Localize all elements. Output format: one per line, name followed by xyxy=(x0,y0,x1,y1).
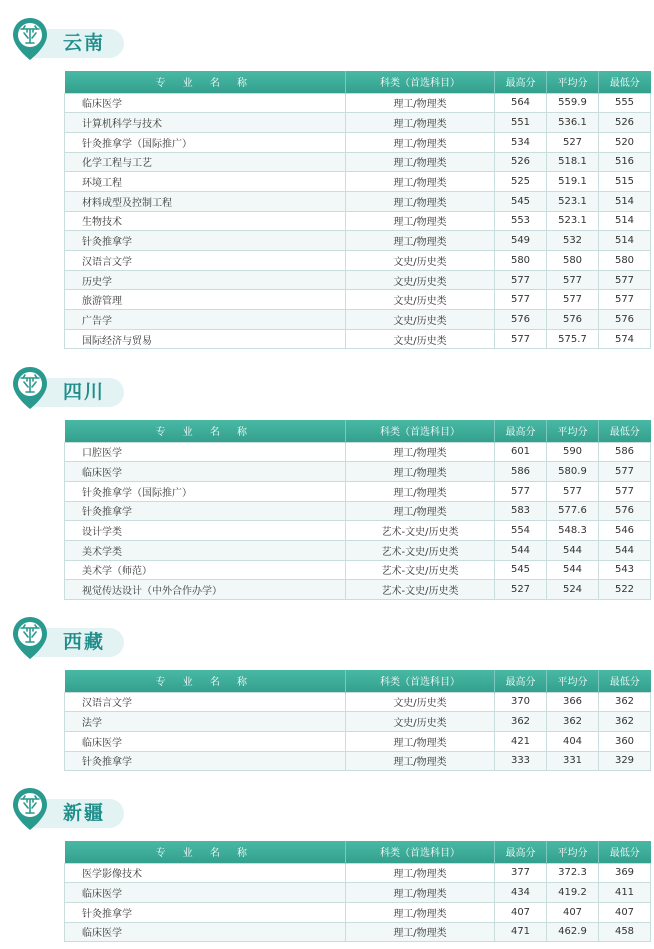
category: 文史/历史类 xyxy=(346,692,495,712)
location-pin-icon xyxy=(10,365,50,411)
min-score: 522 xyxy=(599,580,651,600)
header-min-score: 最低分 xyxy=(599,670,651,692)
major-name: 历史学 xyxy=(65,270,346,290)
table-row xyxy=(65,863,651,883)
category: 理工/物理类 xyxy=(346,172,495,192)
table-row xyxy=(65,231,651,251)
min-score: 362 xyxy=(599,692,651,712)
score-table xyxy=(64,670,651,771)
avg-score: 576 xyxy=(547,310,599,330)
major-name: 视觉传达设计（中外合作办学） xyxy=(65,580,346,600)
table-row xyxy=(65,521,651,541)
min-score: 520 xyxy=(599,132,651,152)
table-row xyxy=(65,692,651,712)
region-name: 云南 xyxy=(63,32,106,54)
major-name: 针灸推拿学（国际推广） xyxy=(65,481,346,501)
min-score: 577 xyxy=(599,462,651,482)
table-row xyxy=(65,132,651,152)
min-score: 577 xyxy=(599,481,651,501)
min-score: 514 xyxy=(599,191,651,211)
category: 艺术-文史/历史类 xyxy=(346,560,495,580)
region-name: 四川 xyxy=(63,381,106,403)
avg-score: 527 xyxy=(547,132,599,152)
table-row xyxy=(65,211,651,231)
min-score: 586 xyxy=(599,442,651,462)
table-row xyxy=(65,712,651,732)
header-avg-score: 平均分 xyxy=(547,71,599,93)
header-max-score: 最高分 xyxy=(495,71,547,93)
table-row xyxy=(65,442,651,462)
min-score: 360 xyxy=(599,731,651,751)
category: 理工/物理类 xyxy=(346,113,495,133)
max-score: 580 xyxy=(495,251,547,271)
max-score: 586 xyxy=(495,462,547,482)
min-score: 546 xyxy=(599,521,651,541)
avg-score: 362 xyxy=(547,712,599,732)
location-pin-icon xyxy=(10,16,50,62)
header-category: 科类（首选科目） xyxy=(346,420,495,442)
table-row xyxy=(65,93,651,113)
max-score: 551 xyxy=(495,113,547,133)
avg-score: 575.7 xyxy=(547,329,599,349)
header-avg-score: 平均分 xyxy=(547,670,599,692)
max-score: 545 xyxy=(495,191,547,211)
header-avg-score: 平均分 xyxy=(547,420,599,442)
avg-score: 404 xyxy=(547,731,599,751)
max-score: 370 xyxy=(495,692,547,712)
category: 理工/物理类 xyxy=(346,93,495,113)
min-score: 544 xyxy=(599,540,651,560)
category: 文史/历史类 xyxy=(346,329,495,349)
category: 理工/物理类 xyxy=(346,462,495,482)
major-name: 针灸推拿学 xyxy=(65,231,346,251)
header-major: 专 业 名 称 xyxy=(65,841,346,863)
region-header xyxy=(0,615,140,661)
header-avg-score: 平均分 xyxy=(547,841,599,863)
region-name: 新疆 xyxy=(63,802,106,824)
avg-score: 331 xyxy=(547,751,599,771)
score-table xyxy=(64,420,651,600)
table-row xyxy=(65,481,651,501)
category: 理工/物理类 xyxy=(346,191,495,211)
category: 理工/物理类 xyxy=(346,442,495,462)
avg-score: 536.1 xyxy=(547,113,599,133)
max-score: 601 xyxy=(495,442,547,462)
avg-score: 366 xyxy=(547,692,599,712)
header-min-score: 最低分 xyxy=(599,420,651,442)
region-header xyxy=(0,16,140,62)
category: 文史/历史类 xyxy=(346,290,495,310)
category: 文史/历史类 xyxy=(346,712,495,732)
max-score: 545 xyxy=(495,560,547,580)
table-row xyxy=(65,270,651,290)
category: 理工/物理类 xyxy=(346,132,495,152)
table-row xyxy=(65,751,651,771)
table-row xyxy=(65,902,651,922)
major-name: 针灸推拿学 xyxy=(65,902,346,922)
header-max-score: 最高分 xyxy=(495,841,547,863)
category: 理工/物理类 xyxy=(346,501,495,521)
avg-score: 577 xyxy=(547,270,599,290)
avg-score: 577 xyxy=(547,290,599,310)
avg-score: 544 xyxy=(547,540,599,560)
avg-score: 523.1 xyxy=(547,191,599,211)
header-min-score: 最低分 xyxy=(599,841,651,863)
major-name: 医学影像技术 xyxy=(65,863,346,883)
major-name: 生物技术 xyxy=(65,211,346,231)
table-row xyxy=(65,172,651,192)
table-row xyxy=(65,580,651,600)
table-row xyxy=(65,251,651,271)
min-score: 411 xyxy=(599,883,651,903)
max-score: 407 xyxy=(495,902,547,922)
category: 理工/物理类 xyxy=(346,211,495,231)
max-score: 526 xyxy=(495,152,547,172)
avg-score: 518.1 xyxy=(547,152,599,172)
header-category: 科类（首选科目） xyxy=(346,670,495,692)
category: 理工/物理类 xyxy=(346,863,495,883)
max-score: 583 xyxy=(495,501,547,521)
category: 理工/物理类 xyxy=(346,231,495,251)
table-header-row xyxy=(65,420,651,442)
major-name: 汉语言文学 xyxy=(65,692,346,712)
category: 理工/物理类 xyxy=(346,481,495,501)
major-name: 临床医学 xyxy=(65,922,346,942)
major-name: 临床医学 xyxy=(65,462,346,482)
avg-score: 548.3 xyxy=(547,521,599,541)
table-row xyxy=(65,152,651,172)
max-score: 471 xyxy=(495,922,547,942)
min-score: 514 xyxy=(599,231,651,251)
max-score: 544 xyxy=(495,540,547,560)
major-name: 针灸推拿学 xyxy=(65,751,346,771)
major-name: 国际经济与贸易 xyxy=(65,329,346,349)
location-pin-icon xyxy=(10,786,50,832)
category: 艺术-文史/历史类 xyxy=(346,540,495,560)
table-row xyxy=(65,310,651,330)
category: 理工/物理类 xyxy=(346,902,495,922)
major-name: 临床医学 xyxy=(65,93,346,113)
avg-score: 407 xyxy=(547,902,599,922)
table-row xyxy=(65,560,651,580)
min-score: 576 xyxy=(599,310,651,330)
avg-score: 519.1 xyxy=(547,172,599,192)
score-table xyxy=(64,71,651,349)
max-score: 554 xyxy=(495,521,547,541)
min-score: 407 xyxy=(599,902,651,922)
major-name: 针灸推拿学（国际推广） xyxy=(65,132,346,152)
avg-score: 580 xyxy=(547,251,599,271)
major-name: 汉语言文学 xyxy=(65,251,346,271)
score-table xyxy=(64,841,651,942)
header-category: 科类（首选科目） xyxy=(346,841,495,863)
max-score: 362 xyxy=(495,712,547,732)
category: 艺术-文史/历史类 xyxy=(346,521,495,541)
header-category: 科类（首选科目） xyxy=(346,71,495,93)
avg-score: 419.2 xyxy=(547,883,599,903)
min-score: 369 xyxy=(599,863,651,883)
max-score: 377 xyxy=(495,863,547,883)
table-header-row xyxy=(65,841,651,863)
region-header xyxy=(0,786,140,832)
min-score: 458 xyxy=(599,922,651,942)
category: 文史/历史类 xyxy=(346,251,495,271)
max-score: 333 xyxy=(495,751,547,771)
avg-score: 532 xyxy=(547,231,599,251)
major-name: 旅游管理 xyxy=(65,290,346,310)
max-score: 577 xyxy=(495,481,547,501)
min-score: 576 xyxy=(599,501,651,521)
header-max-score: 最高分 xyxy=(495,420,547,442)
max-score: 421 xyxy=(495,731,547,751)
min-score: 329 xyxy=(599,751,651,771)
max-score: 577 xyxy=(495,270,547,290)
min-score: 526 xyxy=(599,113,651,133)
min-score: 577 xyxy=(599,270,651,290)
min-score: 580 xyxy=(599,251,651,271)
avg-score: 577.6 xyxy=(547,501,599,521)
min-score: 362 xyxy=(599,712,651,732)
avg-score: 372.3 xyxy=(547,863,599,883)
major-name: 法学 xyxy=(65,712,346,732)
table-row xyxy=(65,191,651,211)
min-score: 516 xyxy=(599,152,651,172)
avg-score: 462.9 xyxy=(547,922,599,942)
category: 理工/物理类 xyxy=(346,922,495,942)
major-name: 临床医学 xyxy=(65,883,346,903)
max-score: 527 xyxy=(495,580,547,600)
max-score: 434 xyxy=(495,883,547,903)
avg-score: 523.1 xyxy=(547,211,599,231)
table-row xyxy=(65,731,651,751)
header-major: 专 业 名 称 xyxy=(65,420,346,442)
table-row xyxy=(65,501,651,521)
min-score: 515 xyxy=(599,172,651,192)
category: 文史/历史类 xyxy=(346,270,495,290)
major-name: 口腔医学 xyxy=(65,442,346,462)
category: 理工/物理类 xyxy=(346,731,495,751)
max-score: 525 xyxy=(495,172,547,192)
table-header-row xyxy=(65,670,651,692)
max-score: 553 xyxy=(495,211,547,231)
category: 文史/历史类 xyxy=(346,310,495,330)
avg-score: 577 xyxy=(547,481,599,501)
major-name: 计算机科学与技术 xyxy=(65,113,346,133)
min-score: 577 xyxy=(599,290,651,310)
header-max-score: 最高分 xyxy=(495,670,547,692)
major-name: 环境工程 xyxy=(65,172,346,192)
min-score: 574 xyxy=(599,329,651,349)
header-major: 专 业 名 称 xyxy=(65,71,346,93)
max-score: 577 xyxy=(495,329,547,349)
major-name: 化学工程与工艺 xyxy=(65,152,346,172)
category: 理工/物理类 xyxy=(346,152,495,172)
table-row xyxy=(65,290,651,310)
table-row xyxy=(65,462,651,482)
header-major: 专 业 名 称 xyxy=(65,670,346,692)
major-name: 材料成型及控制工程 xyxy=(65,191,346,211)
avg-score: 580.9 xyxy=(547,462,599,482)
major-name: 广告学 xyxy=(65,310,346,330)
major-name: 美术学类 xyxy=(65,540,346,560)
avg-score: 524 xyxy=(547,580,599,600)
min-score: 543 xyxy=(599,560,651,580)
table-header-row xyxy=(65,71,651,93)
table-row xyxy=(65,922,651,942)
max-score: 564 xyxy=(495,93,547,113)
category: 理工/物理类 xyxy=(346,751,495,771)
max-score: 577 xyxy=(495,290,547,310)
table-row xyxy=(65,540,651,560)
category: 艺术-文史/历史类 xyxy=(346,580,495,600)
major-name: 美术学（师范） xyxy=(65,560,346,580)
max-score: 534 xyxy=(495,132,547,152)
table-row xyxy=(65,113,651,133)
major-name: 临床医学 xyxy=(65,731,346,751)
avg-score: 559.9 xyxy=(547,93,599,113)
table-row xyxy=(65,329,651,349)
category: 理工/物理类 xyxy=(346,883,495,903)
max-score: 576 xyxy=(495,310,547,330)
header-min-score: 最低分 xyxy=(599,71,651,93)
region-header xyxy=(0,365,140,411)
major-name: 设计学类 xyxy=(65,521,346,541)
region-name: 西藏 xyxy=(63,631,106,653)
major-name: 针灸推拿学 xyxy=(65,501,346,521)
min-score: 555 xyxy=(599,93,651,113)
table-row xyxy=(65,883,651,903)
max-score: 549 xyxy=(495,231,547,251)
avg-score: 590 xyxy=(547,442,599,462)
avg-score: 544 xyxy=(547,560,599,580)
location-pin-icon xyxy=(10,615,50,661)
min-score: 514 xyxy=(599,211,651,231)
